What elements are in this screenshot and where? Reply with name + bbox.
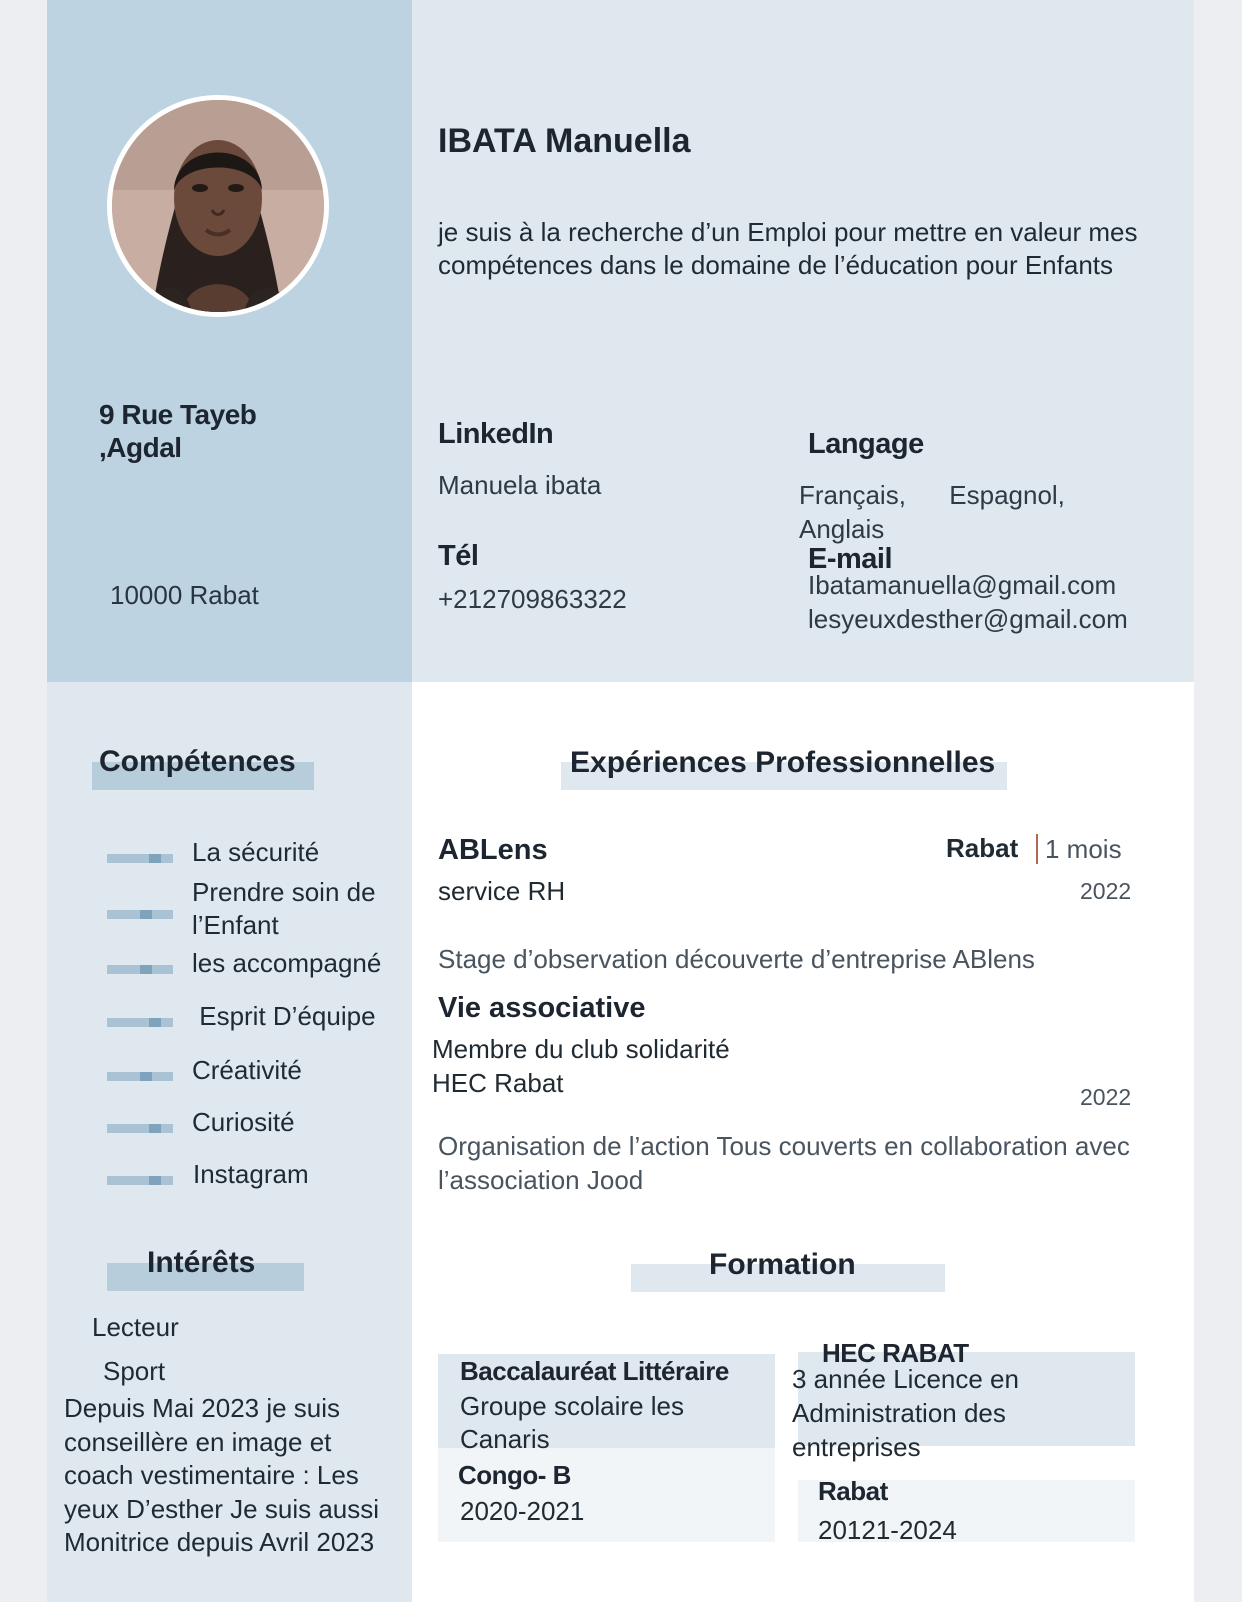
job-company: Vie associative <box>438 992 646 1024</box>
career-objective: je suis à la recherche d’un Emploi pour mettre en valeur mes compétences dans le domaine de l’éducation pour Enfants <box>438 217 1138 280</box>
city: 10000 Rabat <box>110 580 259 610</box>
job-year: 2022 <box>1080 878 1132 904</box>
education-years: 2020-2021 <box>460 1496 585 1526</box>
job-role: Membre du club solidarité <box>432 1034 730 1064</box>
language-label: Langage <box>808 428 924 460</box>
skill-level-bar <box>107 1072 173 1081</box>
job-description: Organisation de l’action Tous couverts en collaboration avec l’association Jood <box>438 1131 1130 1195</box>
linkedin-label: LinkedIn <box>438 418 554 450</box>
job-year: 2022 <box>1080 1084 1132 1110</box>
skill-item <box>47 948 412 984</box>
job-role-line-2: HEC Rabat <box>432 1068 564 1098</box>
skills-title: Compétences <box>99 745 296 778</box>
skill-level-bar <box>107 1176 173 1185</box>
skill-label: La sécurité <box>192 837 320 867</box>
email-label: E-mail <box>808 543 893 575</box>
skill-item <box>47 837 412 873</box>
skill-item <box>47 1159 412 1195</box>
avatar <box>107 95 329 317</box>
email-2[interactable]: lesyeuxdesther@gmail.com <box>808 604 1128 634</box>
skill-item <box>47 1055 412 1091</box>
education-place: Congo- B <box>458 1460 571 1490</box>
skill-level-bar <box>107 854 173 863</box>
education-school: Groupe scolaire les Canaris <box>460 1391 684 1454</box>
education-school: 3 année Licence en Administration des entreprises <box>792 1364 1019 1462</box>
resume-page <box>47 0 1194 1602</box>
job-company: ABLens <box>438 834 548 866</box>
experience-title: Expériences Professionnelles <box>570 746 996 779</box>
education-degree: Baccalauréat Littéraire <box>460 1356 729 1386</box>
skill-label: Instagram <box>193 1159 309 1189</box>
address-line-1: 9 Rue Tayeb <box>99 399 257 430</box>
bio-text: Depuis Mai 2023 je suis conseillère en image et coach vestimentaire : Les yeux D’esther Je suis aussi Monitrice depuis Avril 2023 <box>64 1393 380 1557</box>
education-title: Formation <box>709 1248 856 1281</box>
skill-label: Esprit D’équipe <box>192 1001 376 1031</box>
divider <box>1036 834 1038 864</box>
address <box>99 398 319 464</box>
languages-line-1: Français, Espagnol, <box>799 480 1065 510</box>
skill-item <box>47 1001 412 1037</box>
job-description: Stage d’observation découverte d’entreprise ABlens <box>438 944 1035 974</box>
linkedin-value[interactable]: Manuela ibata <box>438 470 602 500</box>
address-line-2: ,Agdal <box>99 432 182 463</box>
tel-value[interactable]: +212709863322 <box>438 584 627 614</box>
job-role: service RH <box>438 876 566 906</box>
profile-photo <box>112 100 324 312</box>
interest-item: Lecteur <box>92 1312 179 1342</box>
skill-label: Prendre soin de l’Enfant <box>192 877 376 940</box>
skill-label: Curiosité <box>192 1107 295 1137</box>
education-place: Rabat <box>818 1476 888 1506</box>
email-1[interactable]: Ibatamanuella@gmail.com <box>808 570 1117 600</box>
job-location: Rabat <box>946 833 1019 863</box>
skill-label: Créativité <box>192 1055 302 1085</box>
languages-line-2: Anglais <box>799 514 885 544</box>
skill-level-bar <box>107 1124 173 1133</box>
skill-item <box>47 1107 412 1143</box>
full-name: IBATA Manuella <box>438 122 691 160</box>
skill-level-bar <box>107 1018 173 1027</box>
skill-label: les accompagné <box>192 948 382 978</box>
interests-title: Intérêts <box>147 1246 256 1279</box>
interest-item: Sport <box>103 1356 166 1386</box>
skill-level-bar <box>107 965 173 974</box>
education-degree: HEC RABAT <box>822 1338 969 1368</box>
education-years: 20121-2024 <box>818 1515 957 1545</box>
job-duration: 1 mois <box>1045 834 1122 864</box>
skill-level-bar <box>107 910 173 919</box>
tel-label: Tél <box>438 540 479 572</box>
